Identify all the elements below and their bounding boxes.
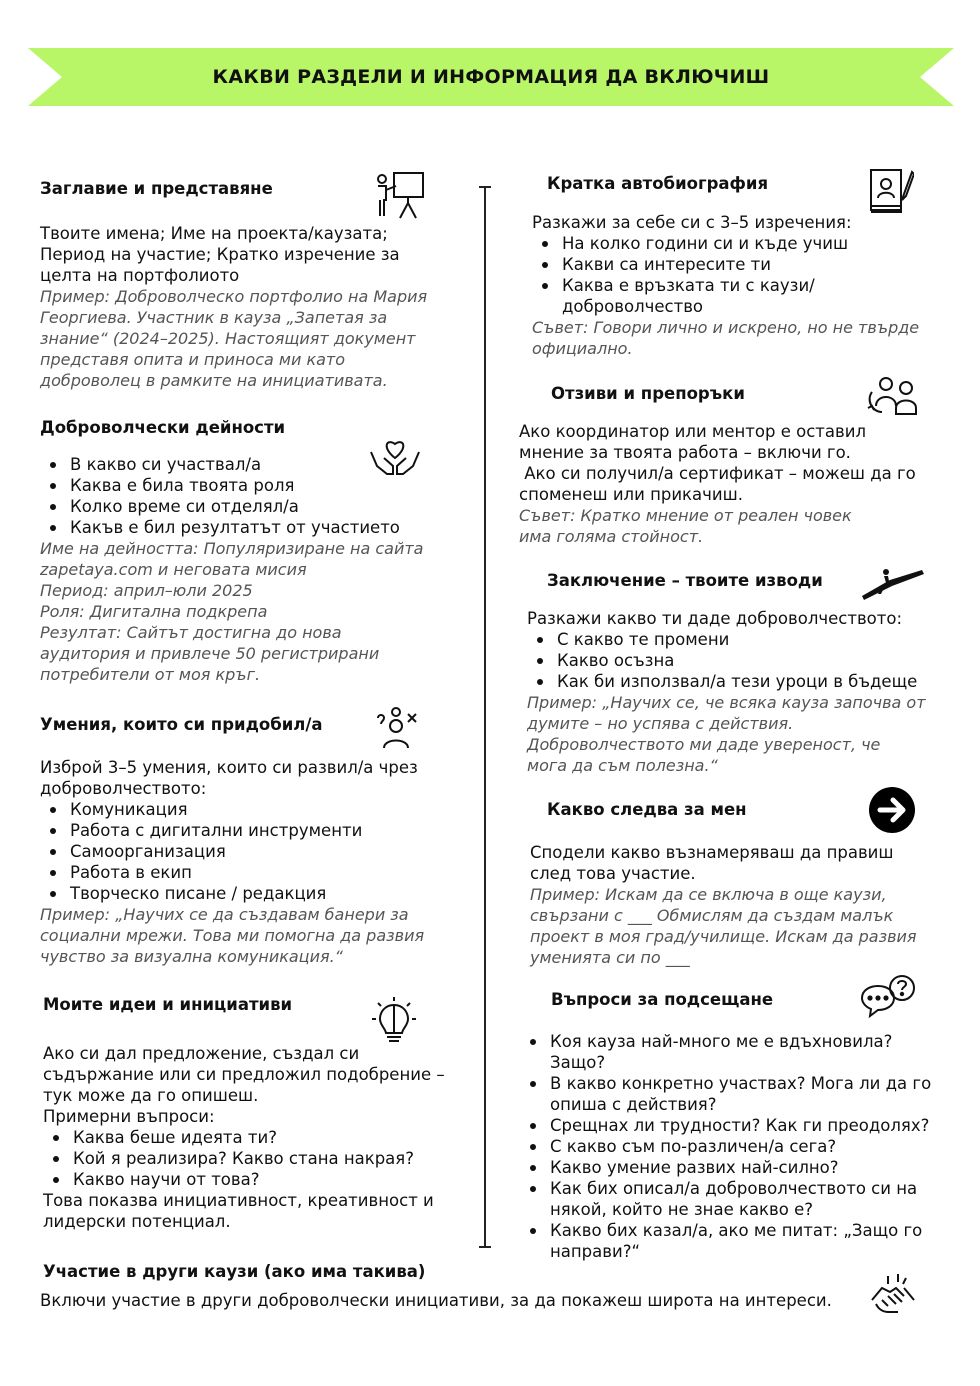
section-heading: Заключение – твоите изводи <box>547 571 823 590</box>
bullet-list <box>532 233 932 296</box>
list-item-continuation: доброволчество <box>562 297 704 316</box>
list-item: Комуникация <box>40 799 460 820</box>
example-text: чувство за визуална комуникация.“ <box>40 947 343 966</box>
list-item: Колко време си отделял/а <box>40 496 460 517</box>
section-text: целта на портфолиото <box>40 266 240 285</box>
arrow-right-circle-icon <box>868 786 916 834</box>
section-text: Твоите имена; Име на проекта/каузата; <box>40 224 388 243</box>
section-text: Сподели какво възнамеряваш да правиш <box>530 843 894 862</box>
section-heading: Заглавие и представяне <box>40 179 273 198</box>
list-item: Кой я реализира? Какво стана накрая? <box>43 1148 463 1169</box>
section-text: Разкажи какво ти даде доброволчеството: <box>527 609 903 628</box>
list-item: На колко години си и къде учиш <box>532 233 932 254</box>
example-text: уменията си по ___ <box>530 948 690 967</box>
section-text: споменеш или прикачиш. <box>519 485 743 504</box>
bullet-list <box>520 1031 940 1262</box>
people-feedback-icon <box>866 372 922 418</box>
road-climber-icon <box>862 566 926 602</box>
list-item: Каква е връзката ти с каузи/ <box>532 275 932 296</box>
list-item: Работа в екип <box>40 862 460 883</box>
example-text: Име на дейността: Популяризиране на сайта <box>40 539 424 558</box>
bullet-list <box>43 1127 463 1190</box>
section-other-causes <box>43 1261 843 1283</box>
section-questions <box>520 1031 940 1262</box>
list-item: Какво осъзна <box>527 650 937 671</box>
example-text: свързани с ___ Обмислям да създам малък <box>530 906 894 925</box>
list-item: Каква беше идеята ти? <box>43 1127 463 1148</box>
skills-person-icon <box>372 704 420 752</box>
section-text: Примерни въпроси: <box>43 1107 215 1126</box>
section-reviews <box>519 421 919 547</box>
list-item: С какво съм по-различен/а сега? <box>520 1136 940 1157</box>
lightbulb-idea-icon <box>370 995 418 1047</box>
section-text: Разкажи за себе си с 3–5 изречения: <box>532 213 852 232</box>
chat-question-icon <box>858 974 918 1020</box>
section-heading: Умения, които си придобил/а <box>40 715 323 734</box>
example-text: думите – но успява с действия. <box>527 714 794 733</box>
column-divider <box>484 186 486 1248</box>
section-heading: Участие в други каузи (ако има такива) <box>43 1262 426 1281</box>
section-heading: Моите идеи и инициативи <box>43 995 293 1014</box>
example-text: мога да съм полезна.“ <box>527 756 718 775</box>
tip-text: има голяма стойност. <box>519 527 704 546</box>
list-item: Работа с дигитални инструменти <box>40 820 460 841</box>
example-text: Доброволчеството ми даде увереност, че <box>527 735 881 754</box>
list-item: Каква е била твоята роля <box>40 475 460 496</box>
example-text: Пример: „Научих се да създавам банери за <box>40 905 409 924</box>
list-item: Какво научи от това? <box>43 1169 463 1190</box>
list-item: Какво умение развих най-силно? <box>520 1157 940 1178</box>
list-item: Какво бих казал/а, ако ме питат: „Защо го направи?“ <box>520 1220 940 1262</box>
section-text: Период на участие; Кратко изречение за <box>40 245 400 264</box>
list-item: С какво те промени <box>527 629 937 650</box>
section-text: Ако координатор или ментор е оставил <box>519 422 867 441</box>
example-text: Пример: Искам да се включа в още каузи, <box>530 885 887 904</box>
example-text: Роля: Дигитална подкрепа <box>40 602 268 621</box>
list-item: Как бих описал/а доброволчеството си на някой, който не знае какво е? <box>520 1178 940 1220</box>
list-item: Самоорганизация <box>40 841 460 862</box>
section-text: Изброй 3–5 умения, които си развил/а чрез <box>40 758 418 777</box>
section-bio <box>532 212 932 359</box>
section-text: Това показва инициативност, креативност и <box>43 1191 434 1210</box>
section-heading: Въпроси за подсещане <box>551 990 774 1009</box>
section-text: Ако си дал предложение, създал си <box>43 1044 360 1063</box>
list-item: В какво конкретно участвах? Мога ли да го опиша с действия? <box>520 1073 940 1115</box>
divider-cap-bottom <box>479 1246 491 1248</box>
example-text: потребители от моя кръг. <box>40 665 261 684</box>
tip-text: Съвет: Говори лично и искрено, но не твърде <box>532 318 920 337</box>
handshake-icon <box>868 1270 918 1316</box>
presentation-board-icon <box>374 170 426 220</box>
biography-book-icon <box>868 166 914 216</box>
example-text: доброволец в рамките на инициативата. <box>40 371 388 390</box>
section-other-text <box>40 1290 860 1311</box>
example-text: Пример: „Научих се, че всяка кауза започва от <box>527 693 926 712</box>
example-text: Пример: Доброволческо портфолио на Мария <box>40 287 428 306</box>
bullet-list <box>40 799 460 904</box>
divider-cap-top <box>479 186 491 188</box>
section-heading: Доброволчески дейности <box>40 418 286 437</box>
section-text: доброволчеството: <box>40 779 207 798</box>
header-banner <box>28 48 954 106</box>
example-text: социални мрежи. Това ми помогна да развия <box>40 926 425 945</box>
list-item: Какъв е бил резултатът от участието <box>40 517 460 538</box>
bullet-list <box>527 629 937 692</box>
example-text: аудитория и привлече 50 регистрирани <box>40 644 380 663</box>
section-heading: Кратка автобиография <box>547 174 769 193</box>
example-text: zapetaya.com и неговата мисия <box>40 560 307 579</box>
section-text: съдържание или си предложил подобрение – <box>43 1065 445 1084</box>
section-heading: Отзиви и препоръки <box>551 384 745 403</box>
example-text: знание“ (2024–2025). Настоящият документ <box>40 329 416 348</box>
section-text: Включи участие в други доброволчески инициативи, за да покажеш широта на интереси. <box>40 1291 832 1310</box>
section-next-heading <box>547 799 847 821</box>
list-item: Коя кауза най-много ме е вдъхновила? Защо? <box>520 1031 940 1073</box>
example-text: Период: април–юли 2025 <box>40 581 253 600</box>
section-heading: Какво следва за мен <box>547 800 747 819</box>
list-item: В какво си участвал/а <box>40 454 460 475</box>
example-text: проект в моя град/училище. Искам да развия <box>530 927 917 946</box>
section-text: тук може да го опишеш. <box>43 1086 259 1105</box>
list-item: Как би използвал/а тези уроци в бъдеще <box>527 671 937 692</box>
example-text: представя опита и приноса ми като <box>40 350 346 369</box>
list-item: Срещнах ли трудности? Как ги преодолях? <box>520 1115 940 1136</box>
heart-hands-icon <box>368 434 422 480</box>
section-text: лидерски потенциал. <box>43 1212 231 1231</box>
tip-text: Съвет: Кратко мнение от реален човек <box>519 506 852 525</box>
list-item: Какви са интересите ти <box>532 254 932 275</box>
page-title: КАКВИ РАЗДЕЛИ И ИНФОРМАЦИЯ ДА ВКЛЮЧИШ <box>212 66 770 88</box>
example-text: Резултат: Сайтът достигна до нова <box>40 623 342 642</box>
section-conclusion <box>527 608 937 776</box>
section-text: мнение за твоята работа – включи го. <box>519 443 851 462</box>
example-text: Георгиева. Участник в кауза „Запетая за <box>40 308 388 327</box>
tip-text: официално. <box>532 339 633 358</box>
section-text: Ако си получил/а сертификат – можеш да го <box>519 464 916 483</box>
section-next <box>530 842 940 968</box>
section-text: след това участие. <box>530 864 696 883</box>
list-item: Творческо писане / редакция <box>40 883 460 904</box>
